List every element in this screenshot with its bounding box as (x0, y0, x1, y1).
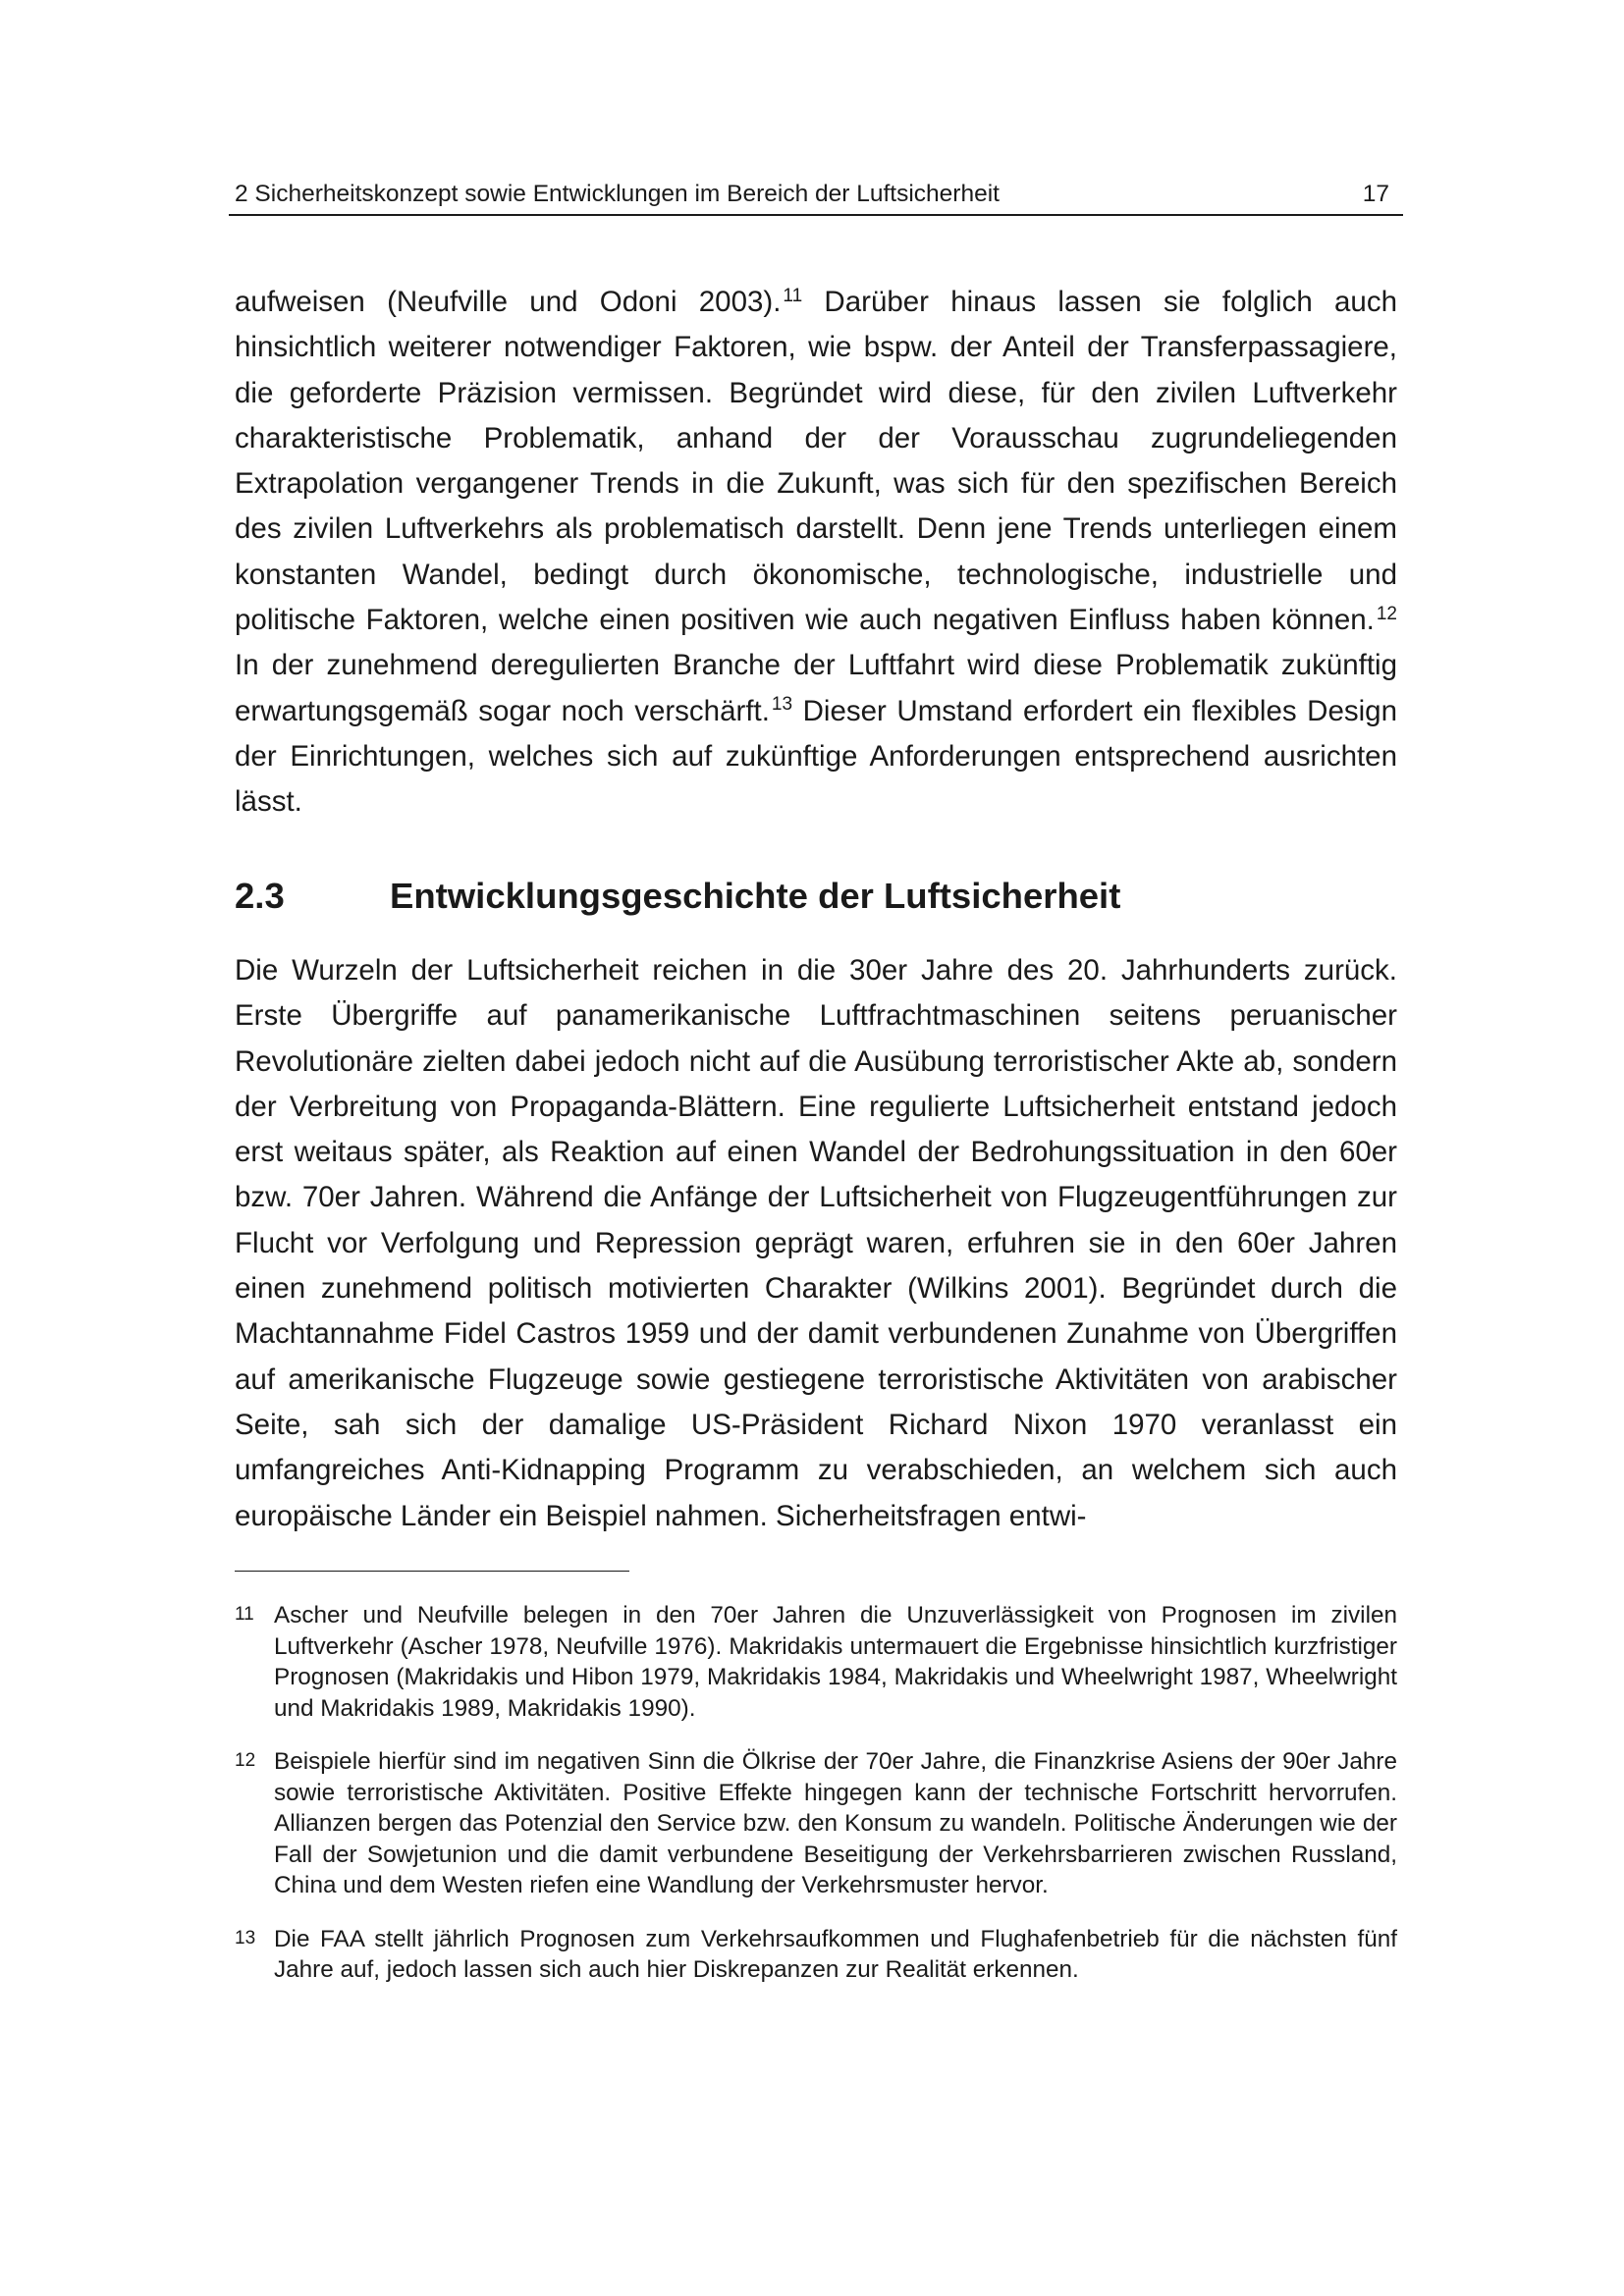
body-paragraph: Die Wurzeln der Luftsicherheit reichen in die 30er Jahre des 20. Jahrhunderts zurück. Erste Übergriffe auf panamerikanische Luftfrachtmaschinen seitens peruanischer Revolutionäre zielten dabei jedoch nicht auf die Ausübung terroristischer Akte ab, sondern der Verbreitung von Propaganda-Blättern. Eine regulierte Luftsicherheit entstand jedoch erst weitaus später, als Reaktion auf einen Wandel der Bedrohungssituation in den 60er bzw. 70er Jahren. Während die Anfänge der Luftsicherheit von Flugzeugentführungen zur Flucht vor Verfolgung und Repression geprägt waren, erfuhren sie in den 60er Jahren einen zunehmend politisch motivierten Charakter (Wilkins 2001). Begründet durch die Machtannahme Fidel Castros 1959 und der damit verbundenen Zunahme von Übergriffen auf amerikanische Flugzeuge sowie gestiegene terroristische Aktivitäten von arabischer Seite, sah sich der damalige US-Präsident Richard Nixon 1970 veranlasst ein umfangreiches Anti-Kidnapping Programm zu verabschieden, an welchem sich auch europäische Länder ein Beispiel nahmen. Sicherheitsfragen entwi- (235, 954, 1397, 1532)
footnote-separator (235, 1571, 629, 1572)
paragraph-text: aufweisen (Neufville und Odoni 2003). (235, 286, 782, 318)
body-paragraph (235, 280, 1397, 826)
footnotes (235, 1600, 1397, 1986)
footnote-reference-13[interactable]: 13 (771, 694, 793, 716)
section-title: Entwicklungsgeschichte der Luftsicherheit (390, 876, 1121, 916)
running-header-title: 2 Sicherheitskonzept sowie Entwicklungen im Bereich der Luftsicherheit (235, 181, 1000, 207)
footnote-reference-11[interactable]: 11 (783, 285, 803, 306)
footnote-12 (235, 1746, 1397, 1901)
footnote-13 (235, 1924, 1397, 1986)
footnote-text: Beispiele hierfür sind im negativen Sinn die Ölkrise der 70er Jahre, die Finanzkrise Asiens der 90er Jahre sowie terroristische Aktivitäten. Positive Effekte hingegen kann der technische Fortschritt hervorrufen. Allianzen bergen das Potenzial den Service bzw. den Konsum zu wandeln. Politische Änderungen wie der Fall der Sowjetunion und die damit verbundene Beseitigung der Verkehrsbarrieren zwischen Russland, China und dem Westen riefen eine Wandlung der Verkehrsmuster hervor. (274, 1748, 1397, 1898)
paragraph-text: Dieser Umstand erfordert ein flexibles Design der Einrichtungen, welches sich auf zukünftige Anforderungen entsprechend ausrichten lässt. (235, 694, 1397, 819)
footnote-reference-12[interactable]: 12 (1376, 603, 1397, 624)
page-number: 17 (1362, 181, 1389, 207)
section-heading (235, 872, 1397, 921)
running-header (229, 173, 1403, 216)
footnote-number: 11 (235, 1604, 254, 1625)
paragraph-text: Darüber hinaus lassen sie folglich auch hinsichtlich weiterer notwendiger Faktoren, wie bspw. der Anteil der Transferpassagiere, die geforderte Präzision vermissen. Begründet wird diese, für den zivilen Luftverkehr charakteristische Problematik, anhand der der Vorausschau zugrundeliegenden Extrapolation vergangener Trends in die Zukunft, was sich für den spezifischen Bereich des zivilen Luftverkehrs als problematisch darstellt. Denn jene Trends unterliegen einem konstanten Wandel, bedingt durch ökonomische, technologische, industrielle und politische Faktoren, welche einen positiven wie auch negativen Einfluss haben können. (235, 286, 1397, 637)
footnote-number: 13 (235, 1927, 256, 1949)
section-number: 2.3 (235, 876, 285, 916)
footnote-text: Ascher und Neufville belegen in den 70er Jahren die Unzuverlässigkeit von Prognosen im zivilen Luftverkehr (Ascher 1978, Neufville 1976). Makridakis untermauert die Ergebnisse hinsichtlich kurzfristiger Prognosen (Makridakis und Hibon 1979, Makridakis 1984, Makridakis und Wheelwright 1987, Wheelwright und Makridakis 1989, Makridakis 1990). (274, 1602, 1397, 1722)
footnote-number: 12 (235, 1750, 256, 1771)
footnote-11 (235, 1600, 1397, 1724)
footnote-text: Die FAA stellt jährlich Prognosen zum Verkehrsaufkommen und Flughafenbetrieb für die nächsten fünf Jahre auf, jedoch lassen sich auch hier Diskrepanzen zur Realität erkennen. (274, 1925, 1397, 1983)
paragraph-text: In der zunehmend deregulierten Branche der Luftfahrt wird diese Problematik zukünftig erwartungsgemäß sogar noch verschärft. (235, 649, 1397, 727)
